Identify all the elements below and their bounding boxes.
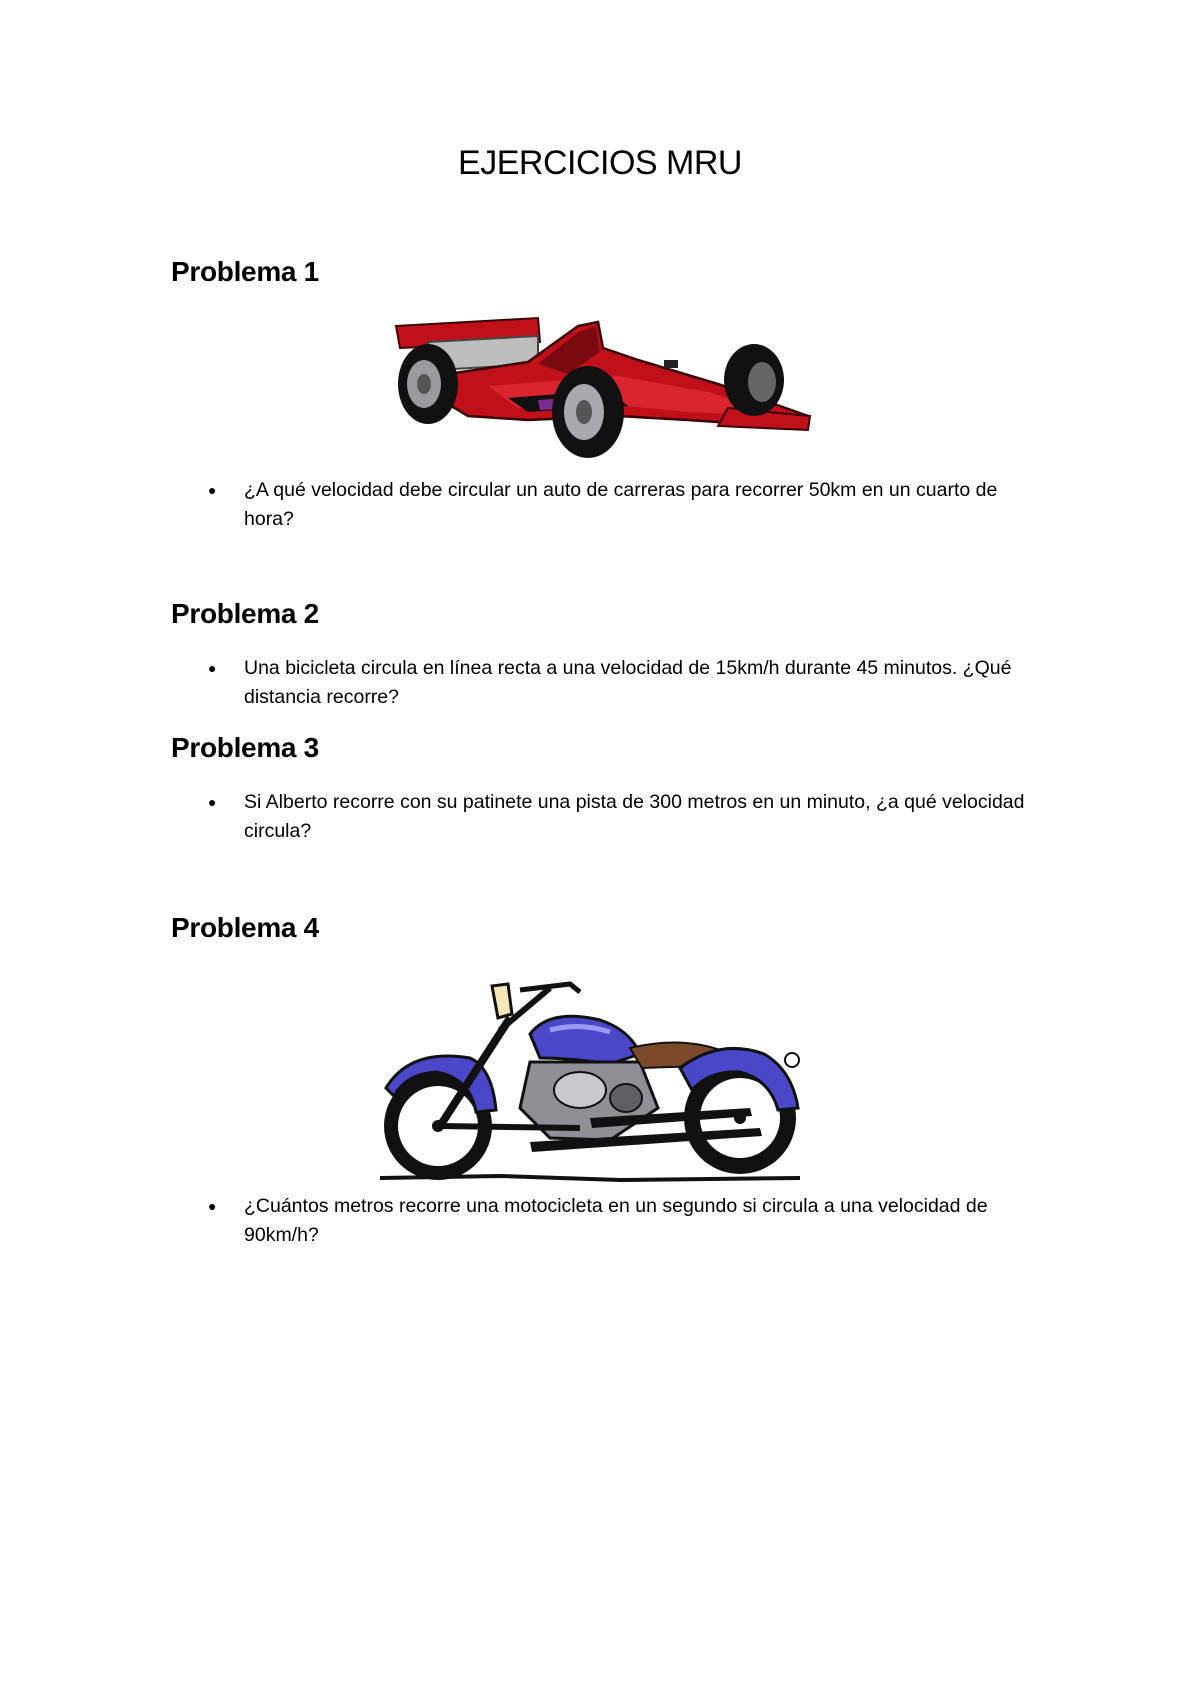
document-title: EJERCICIOS MRU: [458, 144, 742, 182]
motorcycle-illustration: [380, 978, 830, 1186]
bullet-icon: ●: [208, 794, 217, 810]
problem-1-heading: Problema 1: [171, 256, 319, 287]
problem-1-question: [208, 476, 1048, 534]
problem-1-question-text: ¿A qué velocidad debe circular un auto de carreras para recorrer 50km en un cuarto de hora?: [244, 479, 998, 530]
problem-3-question: [208, 788, 1048, 846]
problem-2-heading: Problema 2: [171, 598, 319, 629]
problem-4-question-text: ¿Cuántos metros recorre una motocicleta en un segundo si circula a una velocidad de 90km/h?: [244, 1195, 988, 1246]
bullet-icon: ●: [208, 1198, 217, 1214]
problem-3-question-text: Si Alberto recorre con su patinete una pista de 300 metros en un minuto, ¿a qué velocidad circula?: [244, 791, 1025, 842]
problem-2-question: [208, 654, 1048, 712]
bullet-icon: ●: [208, 482, 217, 498]
problem-4-heading: Problema 4: [171, 912, 319, 943]
problem-3-heading: Problema 3: [171, 732, 319, 763]
problem-4-question: [208, 1192, 1048, 1250]
race-car-illustration: [388, 312, 818, 462]
bullet-icon: ●: [208, 660, 217, 676]
problem-2-question-text: Una bicicleta circula en línea recta a una velocidad de 15km/h durante 45 minutos. ¿Qué distancia recorre?: [244, 657, 1012, 708]
